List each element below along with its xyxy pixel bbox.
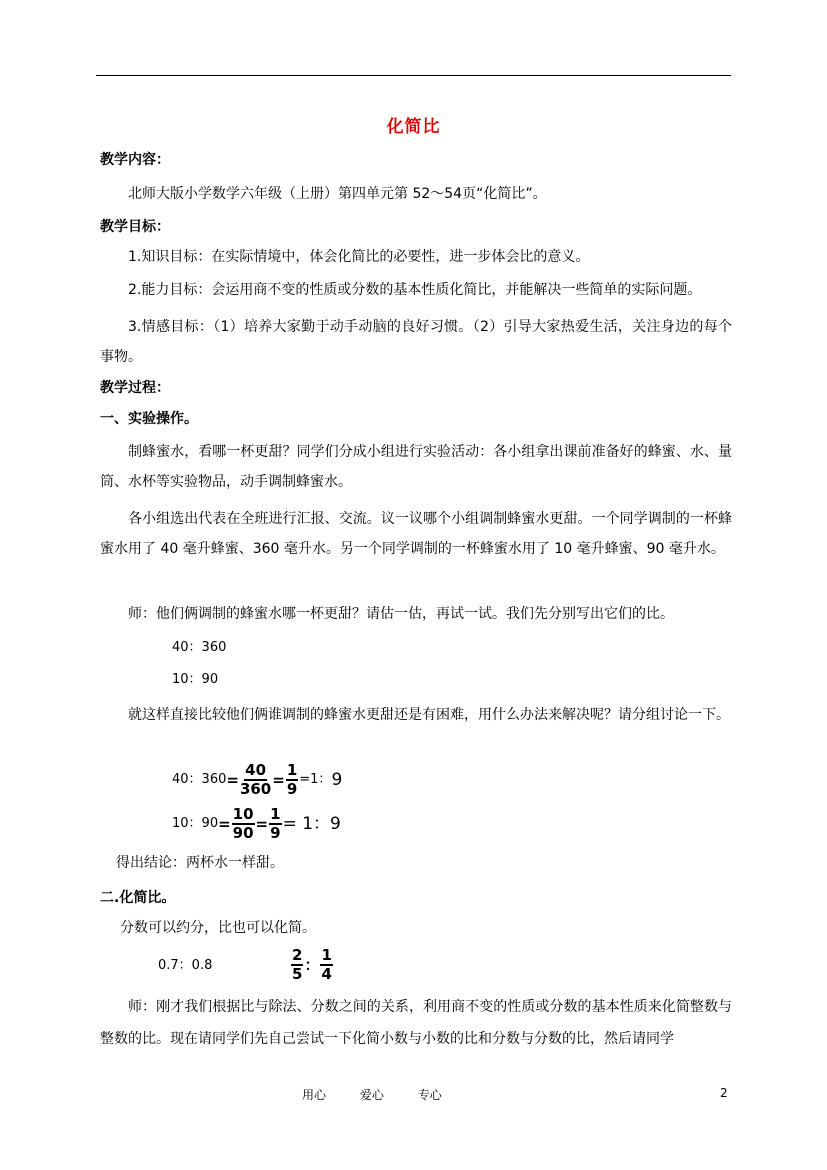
example-decimal-ratio: 0.7：0.8 [158,958,213,973]
numerator: 2 [292,946,303,964]
equals-sign: = [272,771,285,789]
equals-sign: = [218,815,231,833]
numerator: 1 [321,946,332,964]
denominator: 9 [286,780,298,798]
denominator: 360 [239,780,272,798]
equals-sign: = [255,815,269,833]
goal-ability: 2.能力目标：会运用商不变的性质或分数的基本性质化简比，并能解决一些简单的实际问题。 [128,282,702,298]
paragraph-discussion: 就这样直接比较他们俩谁调制的蜂蜜水更甜还是有困难，用什么办法来解决呢？请分组讨论一下。 [128,707,730,723]
goal-knowledge: 1.知识目标：在实际情境中，体会化简比的必要性，进一步体会比的意义。 [128,249,590,265]
content-text: 北师大版小学数学六年级（上册）第四单元第 52～54页“化简比”。 [128,186,547,202]
numerator: 1 [286,761,298,779]
ratio-colon: ： [304,956,320,974]
fraction-40-360 [240,762,271,798]
footer-motto: 用心 [302,1088,327,1102]
equation-rhs-value: 9 [331,770,343,790]
process-heading: 教学过程： [100,380,170,396]
paragraph-report: 各小组选出代表在全班进行汇报、交流。议一议哪个小组调制蜂蜜水更甜。一个同学调制的一杯蜂蜜水用了 40 毫升蜂蜜、360 毫升水。另一个同学调制的一杯蜂蜜水用了 10 毫升蜂蜜、90 毫升水。 [100,511,732,557]
paragraph-simplify-intro: 分数可以约分，比也可以化简。 [120,920,316,936]
fraction-1-9 [286,762,298,798]
equation-lhs: 10：90 [172,816,219,831]
fraction-2-5 [291,947,303,983]
fraction-10-90 [232,806,255,842]
paragraph-teacher-question: 师：他们俩调制的蜂蜜水哪一杯更甜？请估一估，再试一试。我们先分别写出它们的比。 [128,606,674,622]
equation-rhs: =1： [299,772,332,787]
numerator: 40 [245,761,267,779]
page-number: 2 [720,1086,728,1100]
numerator: 1 [270,805,281,823]
paragraph-teacher-explanation: 师：刚才我们根据比与除法、分数之间的关系，利用商不变的性质或分数的基本性质来化简整数与整数的比。现在请同学们先自己尝试一下化简小数与小数的比和分数与分数的比，然后请同学 [100,999,732,1047]
content-heading: 教学内容： [100,152,170,168]
footer-mottos [302,1086,472,1103]
part2-heading: 二.化简比。 [100,890,176,906]
equals-sign: = [226,771,239,789]
header-rule [96,75,731,76]
conclusion-text: 得出结论：两杯水一样甜。 [116,855,284,871]
equation-lhs: 40：360 [172,772,227,787]
denominator: 90 [232,824,254,842]
footer-motto: 专心 [417,1088,442,1102]
equation-10-90 [172,806,341,842]
goals-heading: 教学目标： [100,219,170,235]
fraction-1-9 [269,806,281,842]
denominator: 5 [292,965,303,983]
equation-40-360 [172,762,342,798]
denominator: 9 [270,824,281,842]
goal-emotion: 3.情感目标：（1）培养大家勤于动手动脑的良好习惯。（2）引导大家热爱生活，关注身边的每个事物。 [100,319,732,365]
paragraph-experiment: 制蜂蜜水，看哪一杯更甜？同学们分成小组进行实验活动：各小组拿出课前准备好的蜂蜜、水、量筒、水杯等实验物品，动手调制蜂蜜水。 [100,444,732,490]
footer-motto: 爱心 [359,1088,384,1102]
numerator: 10 [232,805,254,823]
denominator: 4 [321,965,332,983]
part1-heading: 一、实验操作。 [100,411,198,427]
ratio-10-90: 10：90 [172,672,219,687]
example-fraction-ratio [290,947,334,983]
page-title: 化简比 [386,117,441,137]
fraction-1-4 [320,947,332,983]
ratio-40-360: 40：360 [172,640,227,655]
equation-rhs: = 1：9 [282,814,341,834]
